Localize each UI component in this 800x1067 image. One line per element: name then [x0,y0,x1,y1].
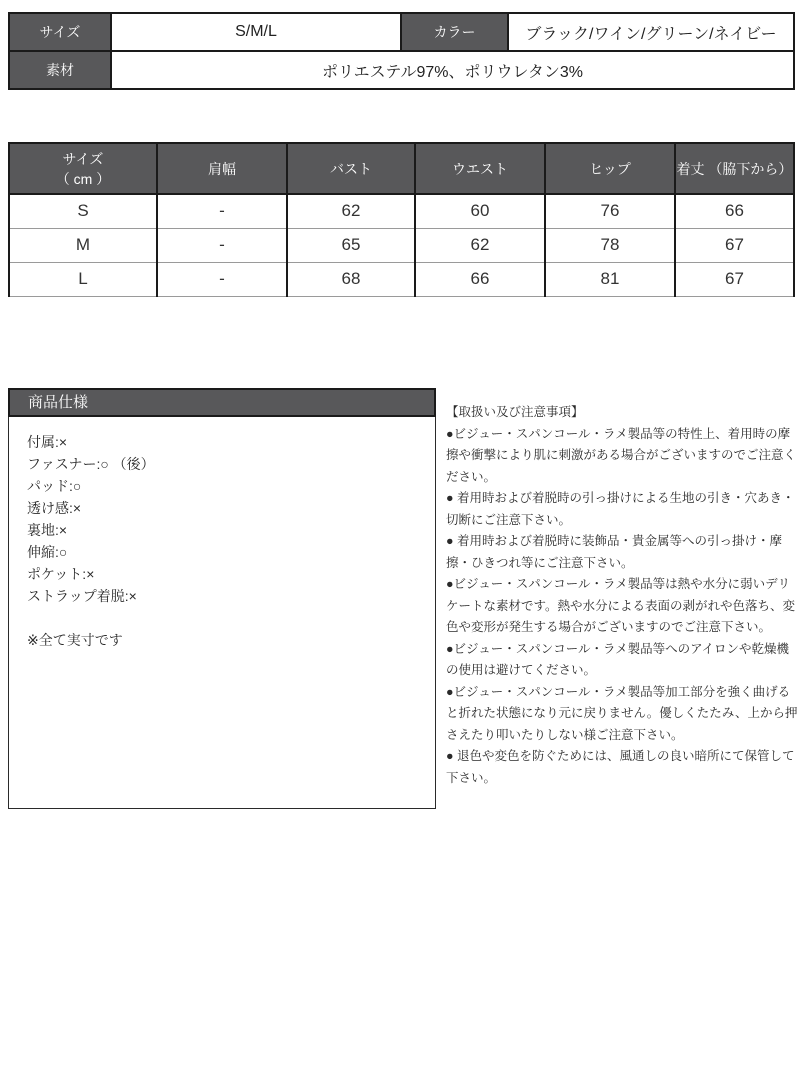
material-value-cell: ポリエステル97%、ポリウレタン3% [111,51,794,89]
care-note-iron-dryer: ●ビジュー・スパンコール・ラメ製品等へのアイロンや乾燥機の使用は避けてください。 [446,641,790,677]
spec-item-sheerness: 透け感:× [27,500,82,516]
size-chart-table [8,142,795,297]
care-note-heat-moisture: ●ビジュー・スパンコール・ラメ製品等は熱や水分に弱いデリケートな素材です。熱や水分による表面の剥がれや色落ち、変色や変形が発生する場合がございますのでご注意下さい。 [446,577,796,634]
header-size-line1: サイズ [62,150,104,167]
product-spec-box [8,388,436,809]
waist-value: 62 [415,228,545,262]
hip-value: 76 [545,194,675,228]
care-note-bending: ●ビジュー・スパンコール・ラメ製品等加工部分を強く曲げると折れた状態になり元に戻りません。優しくたたみ、上から押さえたり叩いたりしない様ご注意下さい。 [446,684,798,742]
info-row-material [9,51,794,89]
spec-item-pocket: ポケット:× [27,566,95,582]
size-label: M [9,228,157,262]
size-row-m [9,228,794,262]
spec-item-fastener: ファスナー:○ （後） [27,456,155,472]
color-value-cell: ブラック/ワイン/グリーン/ネイビー [508,13,794,51]
product-spec-title: 商品仕様 [8,388,436,417]
product-spec-body [8,417,436,809]
size-row-l [9,262,794,296]
size-row-s [9,194,794,228]
length-value: 67 [675,262,794,296]
color-label-cell: カラー [401,13,508,51]
care-note-storage: ● 退色や変色を防ぐためには、風通しの良い暗所にて保管して下さい。 [446,749,795,785]
hip-value: 78 [545,228,675,262]
care-notes [446,402,798,789]
hip-value: 81 [545,262,675,296]
care-note-friction: ●ビジュー・スパンコール・ラメ製品等の特性上、着用時の摩擦や衝撃により肌に刺激がある場合がございますのでご注意ください。 [446,426,797,484]
waist-value: 60 [415,194,545,228]
spec-item-strap: ストラップ着脱:× [27,588,137,604]
spec-item-lining: 裏地:× [27,522,68,538]
header-bust: バスト [287,143,415,194]
shoulder-value: - [157,262,287,296]
length-value: 67 [675,228,794,262]
care-notes-title: 【取扱い及び注意事項】 [446,405,584,419]
size-label: S [9,194,157,228]
material-label-cell: 素材 [9,51,111,89]
product-info-table [8,12,795,90]
shoulder-value: - [157,228,287,262]
spec-item-stretch: 伸縮:○ [27,544,68,560]
header-shoulder: 肩幅 [157,143,287,194]
header-length: 着丈 （脇下から） [675,143,794,194]
info-row-size-color [9,13,794,51]
bust-value: 65 [287,228,415,262]
care-note-jewelry: ● 着用時および着脱時に装飾品・貴金属等への引っ掛け・摩擦・ひきつれ等にご注意下さい。 [446,534,783,570]
bust-value: 68 [287,262,415,296]
spec-measurement-note: ※全て実寸です [27,632,123,648]
shoulder-value: - [157,194,287,228]
care-note-snagging: ● 着用時および着脱時の引っ掛けによる生地の引き・穴あき・切断にご注意下さい。 [446,491,795,527]
size-label-cell: サイズ [9,13,111,51]
header-waist: ウエスト [415,143,545,194]
waist-value: 66 [415,262,545,296]
header-size-cm [9,143,157,194]
size-chart-header-row [9,143,794,194]
size-value-cell: S/M/L [111,13,401,51]
size-label: L [9,262,157,296]
header-hip: ヒップ [545,143,675,194]
header-size-line2: （ cm ） [55,170,111,187]
bust-value: 62 [287,194,415,228]
spec-item-accessory: 付属:× [27,434,68,450]
spec-item-pad: パッド:○ [27,478,82,494]
length-value: 66 [675,194,794,228]
